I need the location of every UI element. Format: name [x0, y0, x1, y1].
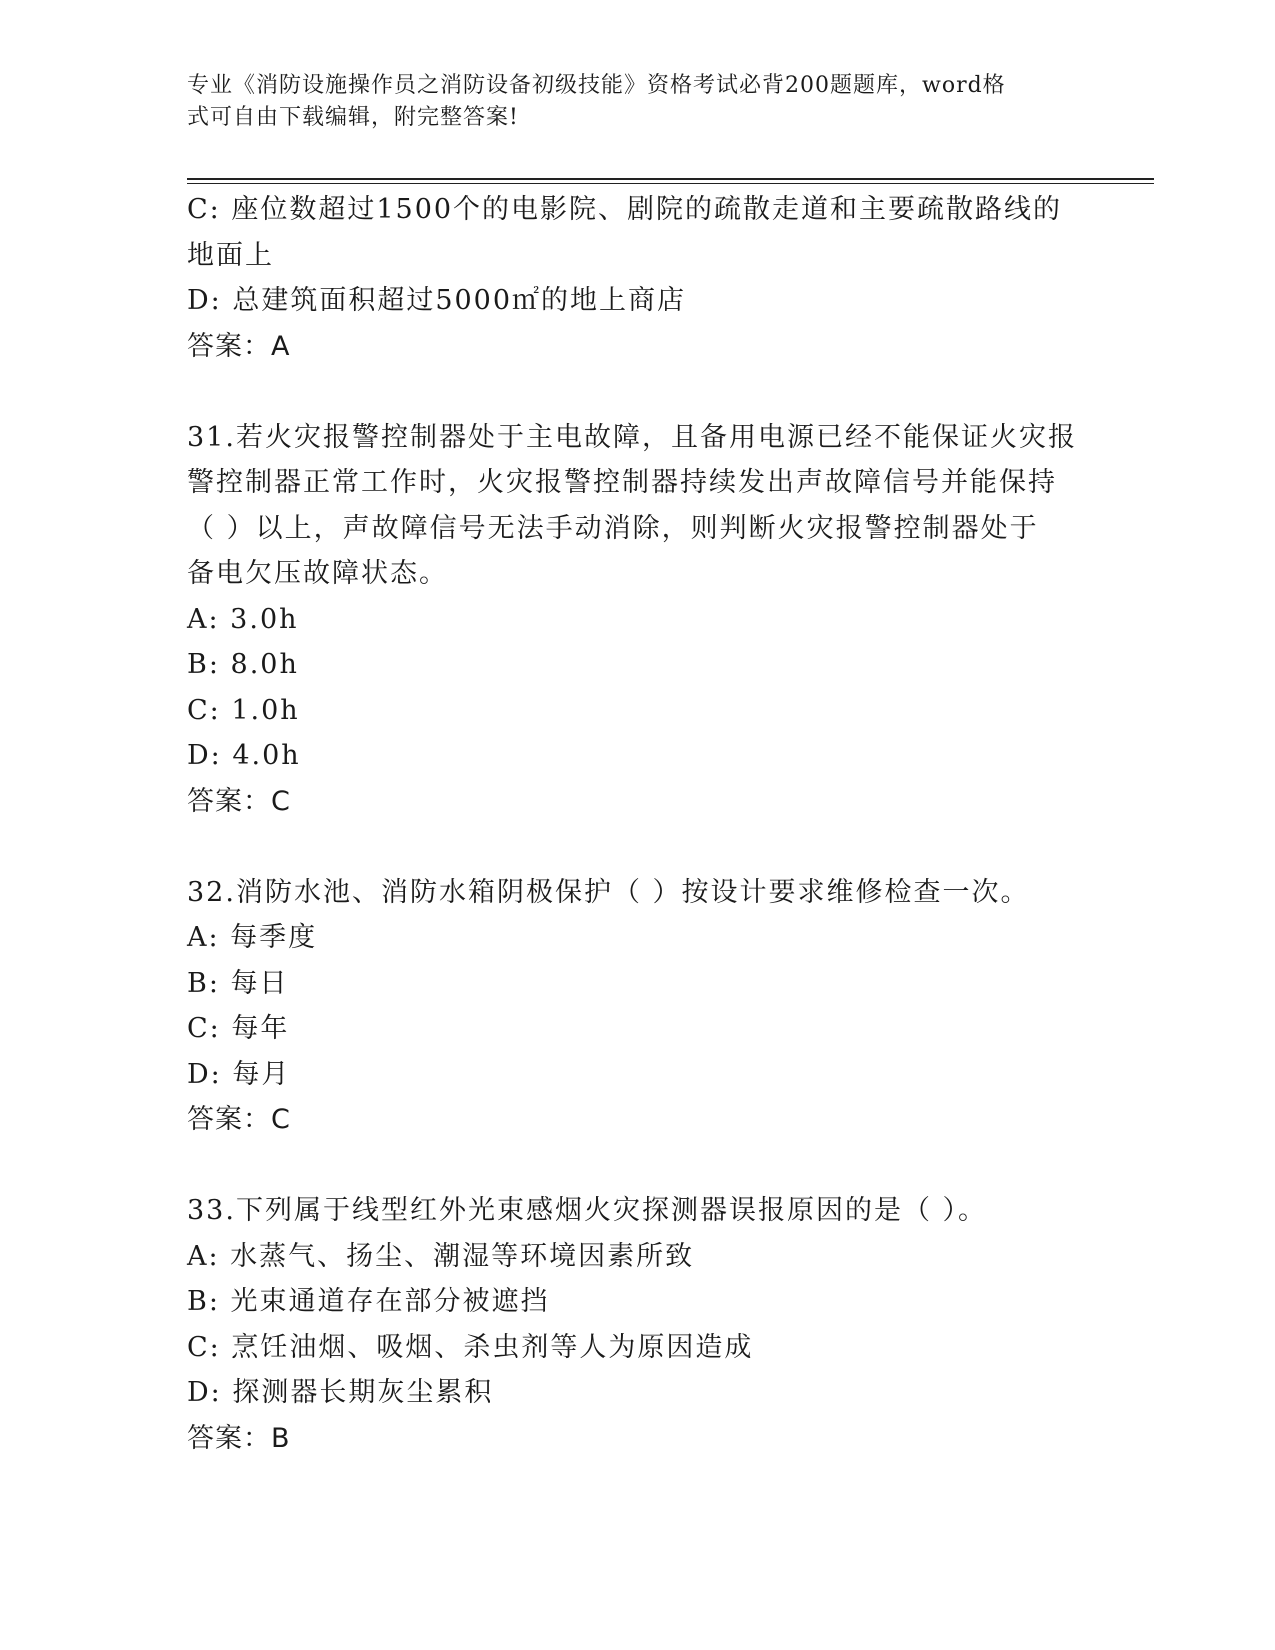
- question-text-line-1: 32.消防水池、消防水箱阴极保护（ ）按设计要求维修检查一次。: [187, 876, 1030, 908]
- option-c-line-1: C: 座位数超过1500个的电影院、剧院的疏散走道和主要疏散路线的: [187, 194, 1063, 225]
- question-block-prev: [187, 187, 1087, 369]
- header-line-2: 式可自由下载编辑，附完整答案!: [187, 105, 519, 130]
- option-c: C: 1.0h: [187, 694, 300, 726]
- answer-line: 答案：B: [187, 1422, 291, 1454]
- answer-line: 答案：C: [187, 785, 291, 817]
- spacer: [187, 369, 1087, 415]
- question-text-line-1: 33.下列属于线型红外光束感烟火灾探测器误报原因的是（ ）。: [187, 1195, 988, 1226]
- option-d: D: 每月: [187, 1058, 291, 1090]
- option-c-line-2: 地面上: [187, 239, 274, 271]
- question-block-33: [187, 1188, 1087, 1461]
- option-d: D: 4.0h: [187, 740, 301, 771]
- option-a: A: 3.0h: [187, 603, 299, 635]
- spacer: [187, 1143, 1087, 1189]
- spacer: [187, 824, 1087, 870]
- option-d: D: 探测器长期灰尘累积: [187, 1377, 494, 1408]
- option-a: A: 水蒸气、扬尘、潮湿等环境因素所致: [187, 1240, 695, 1272]
- option-d: D: 总建筑面积超过5000㎡的地上商店: [187, 285, 687, 316]
- question-text-line-3: （ ）以上，声故障信号无法手动消除，则判断火灾报警控制器处于: [187, 512, 1039, 544]
- option-a: A: 每季度: [187, 922, 318, 953]
- option-b: B: 8.0h: [187, 649, 299, 680]
- document-header: [187, 70, 1067, 134]
- header-line-1: 专业《消防设施操作员之消防设备初级技能》资格考试必背200题题库，word格: [187, 73, 1006, 98]
- question-block-31: [187, 415, 1087, 825]
- header-rule-thin: [187, 183, 1154, 184]
- option-b: B: 每日: [187, 967, 289, 999]
- question-text-line-2: 警控制器正常工作时，火灾报警控制器持续发出声故障信号并能保持: [187, 467, 1057, 498]
- header-rule-thick: [187, 178, 1154, 180]
- question-text-line-1: 31.若火灾报警控制器处于主电故障，且备用电源已经不能保证火灾报: [187, 421, 1077, 453]
- answer-line: 答案：C: [187, 1104, 291, 1135]
- question-text-line-4: 备电欠压故障状态。: [187, 558, 448, 589]
- option-c: C: 每年: [187, 1013, 290, 1044]
- question-block-32: [187, 870, 1087, 1143]
- answer-line: 答案：A: [187, 330, 291, 362]
- option-c: C: 烹饪油烟、吸烟、杀虫剂等人为原因造成: [187, 1331, 754, 1363]
- option-b: B: 光束通道存在部分被遮挡: [187, 1286, 550, 1317]
- question-content: [187, 187, 1087, 1461]
